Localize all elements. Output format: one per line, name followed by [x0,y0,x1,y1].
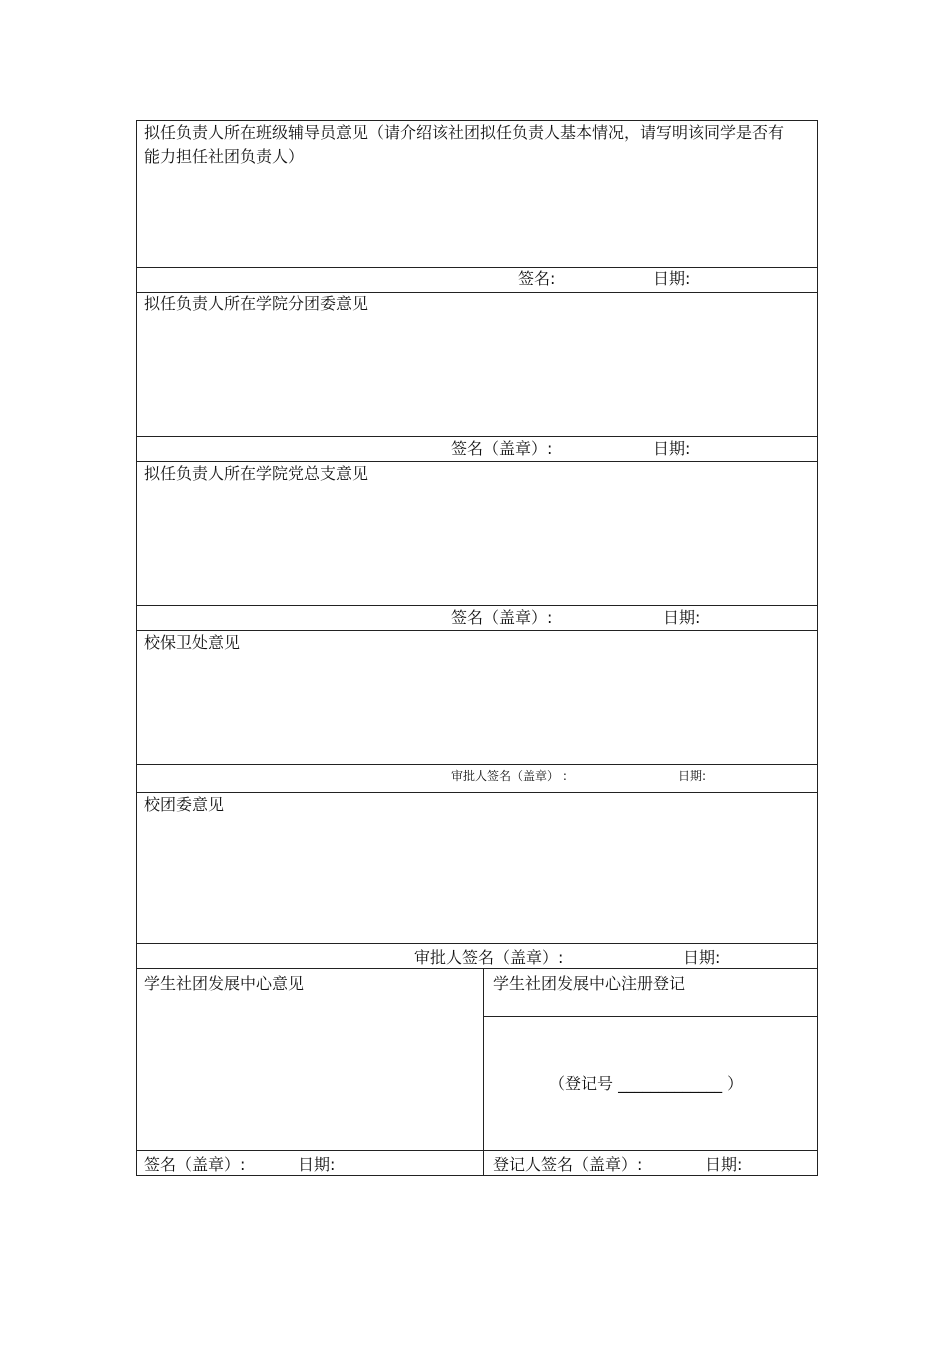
college-party-opinion-heading: 拟任负责人所在学院党总支意见 [144,464,369,483]
registrar-sign-label: 登记人签名（盖章）: [493,1155,643,1174]
dev-center-sign-label: 签名（盖章）: [144,1155,246,1174]
divider [137,267,817,268]
college-league-opinion-heading: 拟任负责人所在学院分团委意见 [144,294,369,313]
divider [137,943,817,944]
dev-center-opinion-heading: 学生社团发展中心意见 [144,974,305,993]
college-party-sign-label: 签名（盖章）: [451,608,553,627]
college-league-sign-label: 签名（盖章）: [451,439,553,458]
dev-center-date-label: 日期: [298,1155,336,1174]
divider [483,1016,817,1017]
counselor-date-label: 日期: [653,269,691,288]
security-opinion-heading: 校保卫处意见 [144,633,241,652]
divider [137,792,817,793]
school-league-opinion-heading: 校团委意见 [144,795,225,814]
counselor-sign-label: 签名: [518,269,556,288]
divider [137,764,817,765]
divider [137,968,817,969]
registrar-date-label: 日期: [705,1155,743,1174]
divider [137,1150,817,1151]
registration-number: （登记号 _____________ ） [549,1074,744,1093]
school-league-date-label: 日期: [683,948,721,967]
security-sign-label: 审批人签名（盖章） : [451,769,567,783]
college-league-date-label: 日期: [653,439,691,458]
security-date-label: 日期: [678,769,707,783]
approval-form [136,120,818,1176]
counselor-opinion-heading: 拟任负责人所在班级辅导员意见（请介绍该社团拟任负责人基本情况，请写明该同学是否有能力担任社团负责人） [144,123,785,166]
column-divider [483,968,484,1176]
college-party-date-label: 日期: [663,608,701,627]
school-league-sign-label: 审批人签名（盖章）: [414,948,564,967]
registration-heading: 学生社团发展中心注册登记 [493,974,686,993]
